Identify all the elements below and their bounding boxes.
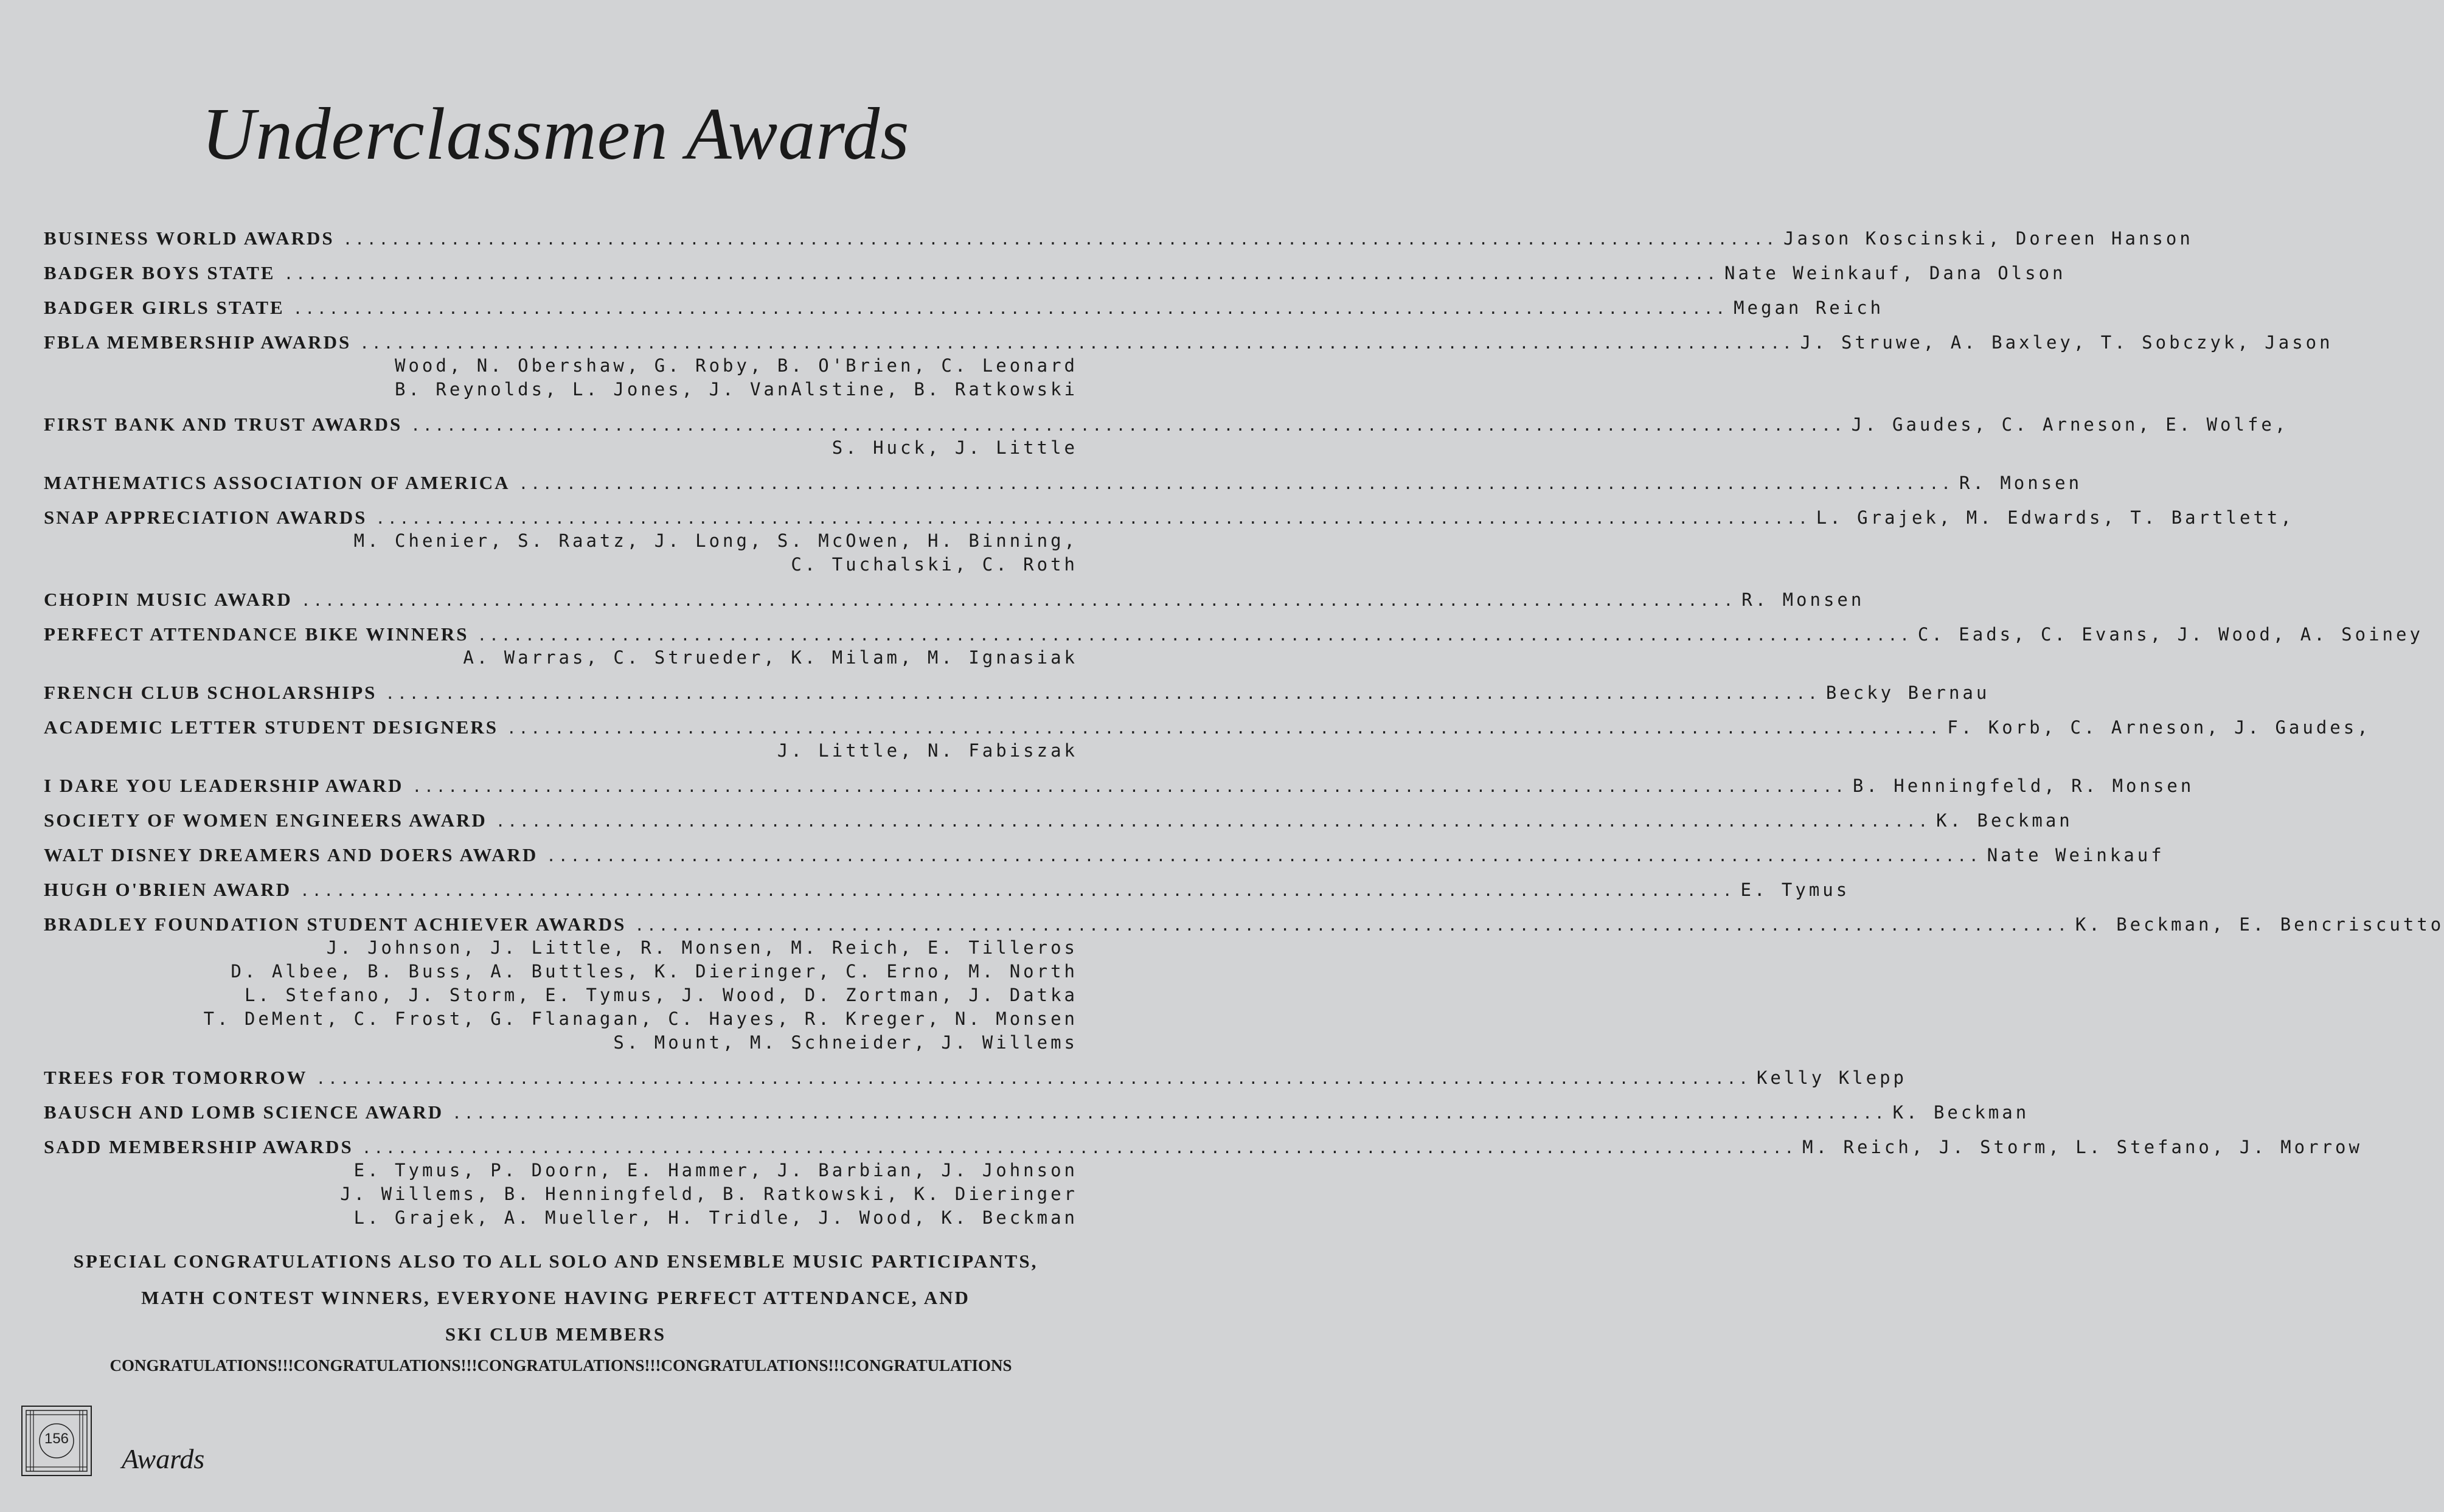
- dot-leader: ........................................................................................................................: [518, 475, 1953, 493]
- award-name: ACADEMIC LETTER STUDENT DESIGNERS: [44, 716, 499, 738]
- award-recipients: K. Beckman: [1936, 810, 2073, 831]
- award-continuation-line: [44, 436, 1078, 460]
- dot-leader: ........................................................................................................................: [507, 720, 1942, 738]
- award-first-line: [44, 296, 1884, 319]
- award-entry: [44, 588, 1865, 611]
- dot-leader: ........................................................................................................................: [359, 335, 1794, 353]
- award-first-line: [44, 471, 2083, 494]
- award-name: SADD MEMBERSHIP AWARDS: [44, 1136, 353, 1157]
- award-entry: [44, 808, 2073, 832]
- award-continuation-line: [44, 1206, 1078, 1230]
- dot-leader: ........................................................................................................................: [283, 265, 1719, 283]
- awards-list: [44, 226, 2444, 1241]
- award-continuation-line: [44, 646, 1078, 670]
- dot-leader: ........................................................................................................................: [375, 510, 1810, 528]
- award-recipients: C. Eads, C. Evans, J. Wood, A. Soiney: [1917, 624, 2423, 645]
- award-recipients: E. Tymus, P. Doorn, E. Hammer, J. Barbian, J. Johnson: [353, 1160, 1078, 1181]
- page-number: 156: [44, 1431, 69, 1447]
- award-recipients: Nate Weinkauf: [1987, 845, 2165, 865]
- award-recipients: J. Willems, B. Henningfeld, B. Ratkowski, K. Dieringer: [340, 1184, 1078, 1204]
- award-first-line: [44, 505, 2294, 529]
- award-recipients: Nate Weinkauf, Dana Olson: [1724, 263, 2066, 283]
- award-first-line: [44, 261, 2066, 285]
- award-recipients: A. Warras, C. Strueder, K. Milam, M. Ignasiak: [463, 647, 1078, 668]
- page-title: Underclassmen Awards: [201, 93, 910, 175]
- award-entry: [44, 505, 2294, 577]
- award-name: HUGH O'BRIEN AWARD: [44, 879, 292, 900]
- award-name: TREES FOR TOMORROW: [44, 1067, 308, 1088]
- award-recipients: M. Reich, J. Storm, L. Stefano, J. Morrow: [1802, 1137, 2362, 1157]
- award-name: BRADLEY FOUNDATION STUDENT ACHIEVER AWARDS: [44, 914, 627, 935]
- award-recipients: Becky Bernau: [1825, 682, 1990, 703]
- dot-leader: ........................................................................................................................: [300, 882, 1735, 900]
- award-first-line: [44, 878, 1850, 901]
- dot-leader: ........................................................................................................................: [342, 231, 1778, 249]
- award-entry: [44, 715, 2371, 763]
- award-continuation-line: [44, 960, 1078, 983]
- award-recipients: F. Korb, C. Arneson, J. Gaudes,: [1947, 717, 2371, 738]
- award-name: FIRST BANK AND TRUST AWARDS: [44, 414, 403, 435]
- award-entry: [44, 774, 2195, 797]
- award-recipients: L. Stefano, J. Storm, E. Tymus, J. Wood, D. Zortman, J. Datka: [244, 985, 1078, 1005]
- section-label: Awards: [122, 1443, 205, 1474]
- award-continuation-line: [44, 1159, 1078, 1182]
- award-first-line: [44, 588, 1865, 611]
- award-entry: [44, 878, 1850, 901]
- award-continuation-line: [44, 1007, 1078, 1031]
- award-recipients: C. Tuchalski, C. Roth: [791, 554, 1078, 575]
- dot-leader: ........................................................................................................................: [411, 417, 1845, 435]
- dot-leader: ........................................................................................................................: [300, 592, 1736, 610]
- award-continuation-line: [44, 1031, 1078, 1055]
- dot-leader: ........................................................................................................................: [634, 917, 2069, 935]
- award-first-line: [44, 330, 2333, 354]
- award-name: SOCIETY OF WOMEN ENGINEERS AWARD: [44, 810, 487, 831]
- award-entry: [44, 226, 2193, 250]
- award-recipients: R. Monsen: [1741, 589, 1865, 610]
- award-continuation-line: [44, 378, 1078, 401]
- award-recipients: D. Albee, B. Buss, A. Buttles, K. Dieringer, C. Erno, M. North: [231, 961, 1078, 982]
- award-name: FBLA MEMBERSHIP AWARDS: [44, 331, 352, 353]
- award-entry: [44, 1066, 1907, 1089]
- dot-leader: ........................................................................................................................: [412, 778, 1847, 796]
- award-recipients: B. Reynolds, L. Jones, J. VanAlstine, B. Ratkowski: [395, 379, 1078, 400]
- award-entry: [44, 261, 2066, 285]
- dot-leader: ........................................................................................................................: [293, 300, 1728, 318]
- dot-leader: ........................................................................................................................: [316, 1070, 1751, 1088]
- award-first-line: [44, 912, 2444, 936]
- award-recipients: K. Beckman: [1892, 1102, 2030, 1123]
- award-recipients: T. DeMent, C. Frost, G. Flanagan, C. Hayes, R. Kreger, N. Monsen: [203, 1008, 1078, 1029]
- award-continuation-line: [44, 553, 1078, 577]
- dot-leader: ........................................................................................................................: [495, 813, 1931, 831]
- award-recipients: L. Grajek, M. Edwards, T. Bartlett,: [1816, 507, 2294, 528]
- dot-leader: ........................................................................................................................: [546, 847, 1981, 865]
- closing-line: SPECIAL CONGRATULATIONS ALSO TO ALL SOLO AND ENSEMBLE MUSIC PARTICIPANTS,: [73, 1250, 1038, 1272]
- award-name: CHOPIN MUSIC AWARD: [44, 589, 293, 610]
- dot-leader: ........................................................................................................................: [385, 685, 1820, 703]
- award-name: FRENCH CLUB SCHOLARSHIPS: [44, 682, 377, 703]
- award-first-line: [44, 1066, 1907, 1089]
- award-name: BUSINESS WORLD AWARDS: [44, 227, 335, 249]
- award-recipients: J. Little, N. Fabiszak: [777, 740, 1078, 761]
- award-name: BAUSCH AND LOMB SCIENCE AWARD: [44, 1101, 444, 1123]
- award-first-line: [44, 1100, 2030, 1124]
- award-entry: [44, 471, 2083, 494]
- award-recipients: K. Beckman, E. Bencriscutto: [2075, 914, 2444, 935]
- award-recipients: S. Huck, J. Little: [831, 437, 1078, 458]
- closing-message: [0, 1243, 1111, 1353]
- award-recipients: B. Henningfeld, R. Monsen: [1852, 775, 2195, 796]
- award-recipients: Kelly Klepp: [1756, 1067, 1907, 1088]
- award-recipients: J. Johnson, J. Little, R. Monsen, M. Reich, E. Tilleros: [326, 937, 1078, 958]
- award-first-line: [44, 843, 2165, 867]
- closing-line: MATH CONTEST WINNERS, EVERYONE HAVING PERFECT ATTENDANCE, AND: [141, 1287, 970, 1308]
- award-entry: [44, 1135, 2362, 1230]
- award-recipients: Jason Koscinski, Doreen Hanson: [1783, 228, 2193, 249]
- dot-leader: ........................................................................................................................: [452, 1105, 1887, 1123]
- award-first-line: [44, 226, 2193, 250]
- award-entry: [44, 912, 2444, 1055]
- award-entry: [44, 1100, 2030, 1124]
- award-recipients: E. Tymus: [1740, 879, 1850, 900]
- award-recipients: Wood, N. Obershaw, G. Roby, B. O'Brien, C. Leonard: [395, 355, 1078, 376]
- award-recipients: L. Grajek, A. Mueller, H. Tridle, J. Wood, K. Beckman: [353, 1207, 1078, 1228]
- award-name: SNAP APPRECIATION AWARDS: [44, 507, 367, 528]
- award-continuation-line: [44, 936, 1078, 960]
- award-first-line: [44, 681, 1990, 704]
- award-recipients: R. Monsen: [1959, 473, 2083, 493]
- award-entry: [44, 412, 2289, 460]
- award-continuation-line: [44, 529, 1078, 553]
- award-entry: [44, 622, 2423, 670]
- award-entry: [44, 330, 2333, 401]
- award-first-line: [44, 774, 2195, 797]
- award-name: BADGER BOYS STATE: [44, 262, 276, 283]
- award-name: PERFECT ATTENDANCE BIKE WINNERS: [44, 623, 469, 645]
- award-first-line: [44, 808, 2073, 832]
- award-recipients: Megan Reich: [1734, 297, 1884, 318]
- dot-leader: ........................................................................................................................: [477, 626, 1912, 645]
- award-recipients: M. Chenier, S. Raatz, J. Long, S. McOwen, H. Binning,: [353, 530, 1078, 551]
- award-recipients: S. Mount, M. Schneider, J. Willems: [613, 1032, 1078, 1053]
- award-recipients: J. Gaudes, C. Arneson, E. Wolfe,: [1851, 414, 2289, 435]
- award-first-line: [44, 412, 2289, 436]
- congratulations-banner: CONGRATULATIONS!!!CONGRATULATIONS!!!CONGRATULATIONS!!!CONGRATULATIONS!!!CONGRATULATIONS: [109, 1356, 1012, 1375]
- award-recipients: J. Struwe, A. Baxley, T. Sobczyk, Jason: [1800, 332, 2333, 353]
- award-entry: [44, 296, 1884, 319]
- award-continuation-line: [44, 1182, 1078, 1206]
- award-entry: [44, 843, 2165, 867]
- award-first-line: [44, 1135, 2362, 1159]
- award-entry: [44, 681, 1990, 704]
- dot-leader: ........................................................................................................................: [361, 1139, 1797, 1157]
- award-name: BADGER GIRLS STATE: [44, 297, 285, 318]
- award-first-line: [44, 622, 2423, 646]
- award-name: MATHEMATICS ASSOCIATION OF AMERICA: [44, 472, 510, 493]
- award-name: WALT DISNEY DREAMERS AND DOERS AWARD: [44, 844, 538, 865]
- closing-line: SKI CLUB MEMBERS: [445, 1323, 667, 1345]
- award-continuation-line: [44, 739, 1078, 763]
- award-continuation-line: [44, 983, 1078, 1007]
- award-first-line: [44, 715, 2371, 739]
- award-continuation-line: [44, 354, 1078, 378]
- award-name: I DARE YOU LEADERSHIP AWARD: [44, 775, 404, 796]
